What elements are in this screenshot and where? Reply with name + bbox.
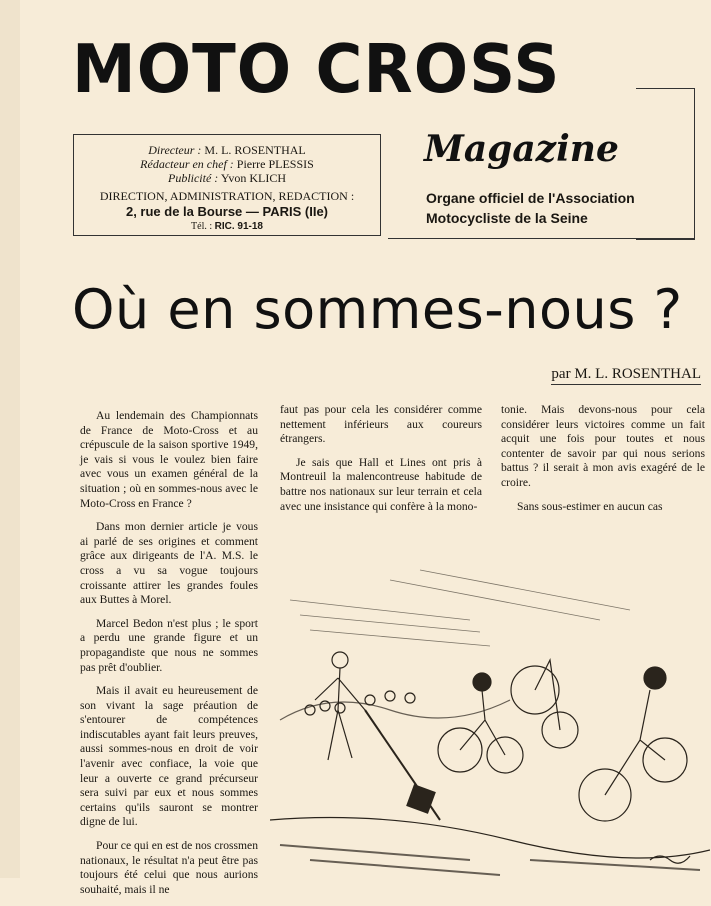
article-title: Où en sommes-nous ?: [72, 278, 683, 341]
masthead-subtitle: Magazine: [424, 128, 619, 170]
right-frame-rule: [388, 238, 694, 239]
paragraph: Au lendemain des Championnats de France de Moto-Cross et au crépuscule de la saison sportive 1949, je vais si vous le voulez bien faire avec vous un examen général de la situation ; où en sommes-nous avec le Moto-Cross en France ?: [80, 409, 258, 510]
organe-text: [426, 188, 656, 228]
redacteur-label: Rédacteur en chef :: [140, 157, 234, 171]
paragraph: Pour ce qui en est de nos crossmen nationaux, le résultat n'a peut être pas toujours été celui que nous aurions souhaité, mais il ne: [80, 839, 258, 896]
address-line: 2, rue de la Bourse — PARIS (IIe): [125, 204, 329, 219]
page-edge: [0, 0, 20, 878]
organe-line-2: Motocycliste de la Seine: [426, 210, 588, 226]
tel-label: Tél. :: [191, 221, 213, 232]
article-column-1: [80, 409, 258, 906]
telephone-line: [74, 220, 380, 234]
paragraph: tonie. Mais devons-nous pour cela considérer leurs victoires comme un fait acquit une fois pour toutes et nous contenter de savoir par qui nous serions battus ? il serait à mon avis exagéré de le croire.: [501, 403, 705, 489]
paragraph: Dans mon dernier article je vous ai parlé de ses origines et comment grâce aux dirigeants de l'A. M.S. le cross a vu sa vogue toujours croissante attirer les grandes foules aux Buttes à Morel.: [80, 520, 258, 607]
direction-line: DIRECTION, ADMINISTRATION, REDACTION :: [99, 189, 355, 203]
masthead-title: MOTO CROSS: [72, 31, 561, 109]
paragraph: Sans sous-estimer en aucun cas: [517, 499, 663, 513]
redacteur-name: Pierre PLESSIS: [236, 157, 314, 171]
article-column-2: [280, 403, 482, 523]
article-byline: par M. L. ROSENTHAL: [551, 366, 701, 385]
motocross-race-illustration: [270, 560, 710, 878]
paragraph: Mais il avait eu heureusement de son vivant la sage préaution de s'entourer de compétences indiscutables ayant fait leurs preuves, aussi sommes-nous en droit de voir l'avenir avec confiace, la voie que leur a ouverte ce grand précurseur sera suivi par eux et nous sommes certains qu'ils sauront se montrer digne de lui.: [80, 684, 258, 829]
organe-line-1: Organe officiel de l'Association: [426, 190, 635, 206]
staff-box: [73, 134, 381, 236]
directeur-label: Directeur :: [148, 143, 202, 157]
paragraph: Je sais que Hall et Lines ont pris à Montreuil la malencontreuse habitude de battre nos nationaux sur leur terrain et cela avec une insistance qui confère à la mono-: [280, 455, 482, 513]
tel-number: RIC. 91-18: [214, 221, 263, 232]
directeur-name: M. L. ROSENTHAL: [204, 143, 306, 157]
publicite-name: Yvon KLICH: [220, 171, 287, 185]
publicite-label: Publicité :: [167, 171, 219, 185]
paragraph: faut pas pour cela les considérer comme nettement inférieurs aux coureurs étrangers.: [280, 403, 482, 446]
article-column-3: [501, 403, 705, 523]
paragraph: Marcel Bedon n'est plus ; le sport a perdu une grande figure et un propagandiste que nous ne sommes pas prêt d'oublier.: [80, 616, 258, 674]
